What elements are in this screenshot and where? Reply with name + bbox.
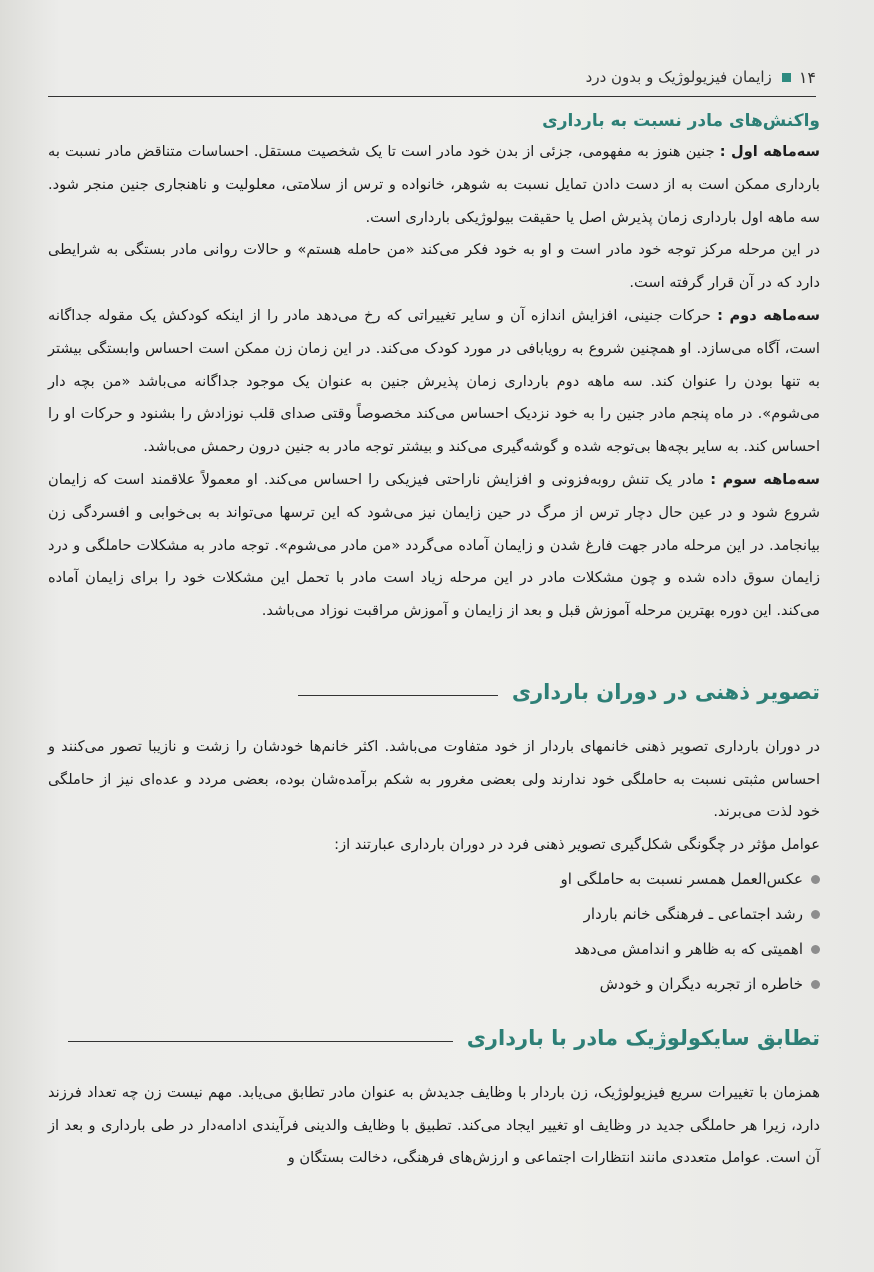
section-header-body-image <box>48 658 820 727</box>
section-title-body-image: تصویر ذهنی در دوران بارداری <box>511 680 820 705</box>
section-title-rule <box>68 1041 453 1042</box>
header-square-icon <box>782 73 791 82</box>
list-item: اهمیتی که به ظاهر و اندامش می‌دهد <box>48 932 820 967</box>
section-title-adaptation: تطابق سایکولوژیک مادر با بارداری <box>466 1026 820 1051</box>
bullet-icon <box>811 980 820 989</box>
paragraph-adaptation: همزمان با تغییرات سریع فیزیولوژیک، زن باردار با وظایف جدیدش به عنوان مادر تطابق می‌یابد. مهم نیست زن چه تعداد فرزند دارد، زیرا هر حاملگی جدید در وظایف او تغییر ایجاد می‌کند. تطبیق با وظایف والدینی فرآیندی ادامه‌دار در طی بارداری و بعد از آن است. عوامل متعددی مانند انتظارات اجتماعی و ارزش‌های فرهنگی، دخالت بستگان و <box>48 1083 820 1167</box>
paragraph-body-image: در دوران بارداری تصویر ذهنی خانمهای باردار از خود متفاوت می‌باشد. اکثر خانم‌ها خودشان را زشت و نازیبا تصور می‌کنند و احساس مثبتی نسبت به حاملگی خود ندارند ولی بعضی مغرور به شکم برآمده‌شان بوده، بعضی مردد و عده‌ای نیز از حاملگی خود لذت می‌برند. <box>48 737 820 821</box>
section-subhead: واکنش‌های مادر نسبت به بارداری <box>542 111 820 131</box>
paragraph-factors-intro: عوامل مؤثر در چگونگی شکل‌گیری تصویر ذهنی فرد در دوران بارداری عبارتند از: <box>334 836 820 854</box>
factors-list <box>48 862 820 1002</box>
paragraph-focus: در این مرحله مرکز توجه خود مادر است و او به خود فکر می‌کند «من حامله هستم» و حالات روانی مادر بستگی به شرایطی دارد که در آن قرار گرفته است. <box>48 241 820 292</box>
page-content <box>48 106 820 1175</box>
first-trimester-text: جنین هنوز به مفهومی، جزئی از بدن خود مادر است تا یک شخصیت مستقل. احساسات متناقض مادر نسبت به بارداری ممکن است به از دست دادن تمایل نسبت به شوهر، خانواده و ترس از سلامتی، معلولیت و ناهنجاری جنین منجر شود. سه ماهه اول بارداری زمان پذیرش اصل یا حقیقت بیولوژیکی بارداری است. <box>48 143 820 226</box>
header-rule <box>48 96 816 97</box>
list-item: رشد اجتماعی ـ فرهنگی خانم باردار <box>48 897 820 932</box>
page-number: ۱۴ <box>798 67 816 87</box>
page-header <box>48 62 816 92</box>
paragraph-second-trimester <box>48 300 820 464</box>
paragraph-first-trimester <box>48 136 820 234</box>
second-trimester-text: حرکات جنینی، افزایش اندازه آن و سایر تغییراتی که رخ می‌دهد مادر را از اینکه کودکش یک مقوله جداگانه است، آگاه می‌سازد. او همچنین شروع به رویابافی در مورد کودک می‌کند. در این زمان زن ممکن است احساس وابستگی بیشتر به تنها بودن را عنوان کند. سه ماهه دوم بارداری زمان پذیرش جنین به عنوان یک موجود جداگانه می‌باشد «من بچه دار می‌شوم». در ماه پنجم مادر جنین را به خود نزدیک احساس می‌کند مخصوصاً وقتی صدای قلب نوزادش را بشنود و حرکات او را احساس کند. به سایر بچه‌ها بی‌توجه شده و گوشه‌گیری می‌کند و بیشتر توجه مادر به جنین درون رحمش می‌باشد. <box>48 306 820 456</box>
section-title-rule <box>298 695 498 696</box>
book-title: زایمان فیزیولوژیک و بدون درد <box>585 68 772 86</box>
third-trimester-text: مادر یک تنش روبه‌فزونی و افزایش ناراحتی فیزیکی را احساس می‌کند. او معمولاً علاقمند است که زایمان شروع شود و در عین حال دچار ترس از مرگ در حین زایمان نیز می‌شود که این ترسها می‌تواند به بی‌خوابی و افسردگی زن بیانجامد. در این مرحله مادر جهت فارغ شدن و زایمان آماده می‌گردد «من مادر می‌شوم». توجه مادر به مشکلات حاملگی و درد زایمان سوق داده شده و چون مشکلات مادر در این مرحله زیاد است مادر با تحمل این مشکلات خود را برای زایمان آماده می‌کند. این دوره بهترین مرحله آموزش قبل و بعد از زایمان و آموزش مراقبت نوزاد می‌باشد. <box>48 470 820 620</box>
bullet-icon <box>811 910 820 919</box>
list-item: خاطره از تجربه دیگران و خودش <box>48 967 820 1002</box>
paragraph-third-trimester <box>48 464 820 628</box>
list-item: عکس‌العمل همسر نسبت به حاملگی او <box>48 862 820 897</box>
bullet-icon <box>811 945 820 954</box>
first-trimester-label: سه‌ماهه اول : <box>719 143 820 160</box>
section-header-adaptation <box>48 1004 820 1073</box>
third-trimester-label: سه‌ماهه سوم : <box>710 470 820 488</box>
bullet-icon <box>811 875 820 884</box>
second-trimester-label: سه‌ماهه دوم : <box>717 306 820 324</box>
